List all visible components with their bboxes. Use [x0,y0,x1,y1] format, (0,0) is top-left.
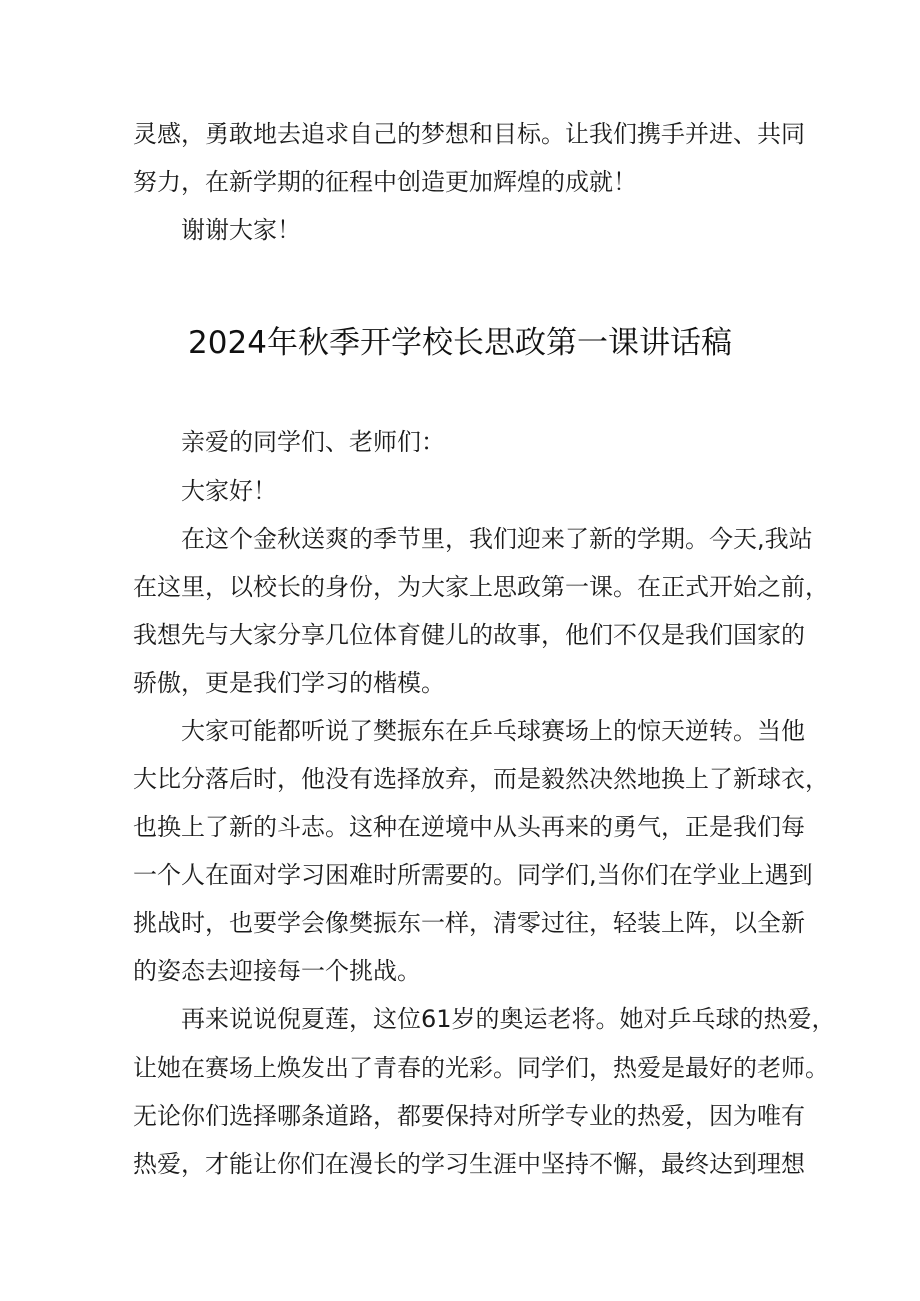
paragraph-line: 也换上了新的斗志。这种在逆境中从头再来的勇气，正是我们每 [133,813,805,841]
paragraph-line: 大比分落后时，他没有选择放弃，而是毅然决然地换上了新球衣， [133,765,829,793]
paragraph-line: 热爱，才能让你们在漫长的学习生涯中坚持不懈，最终达到理想 [133,1150,805,1178]
paragraph-line: 我想先与大家分享几位体育健儿的故事，他们不仅是我们国家的 [133,621,805,649]
paragraph-line: 大家可能都听说了樊振东在乒乓球赛场上的惊天逆转。当他 [181,717,805,745]
paragraph-line: 挑战时，也要学会像樊振东一样，清零过往，轻装上阵，以全新 [133,909,805,937]
paragraph-line: 的姿态去迎接每一个挑战。 [133,957,421,985]
paragraph-line: 灵感，勇敢地去追求自己的梦想和目标。让我们携手并进、共同 [133,120,805,148]
closing-thanks: 谢谢大家！ [181,216,301,244]
paragraph-line: 无论你们选择哪条道路，都要保持对所学专业的热爱，因为唯有 [133,1102,805,1130]
document-title: 2024年秋季开学校长思政第一课讲话稿 [188,325,732,361]
paragraph-line: 努力，在新学期的征程中创造更加辉煌的成就！ [133,168,637,196]
salutation: 亲爱的同学们、老师们： [181,428,445,456]
paragraph-line: 让她在赛场上焕发出了青春的光彩。同学们，热爱是最好的老师。 [133,1054,829,1082]
paragraph-line: 再来说说倪夏莲，这位61岁的奥运老将。她对乒乓球的热爱， [181,1005,836,1033]
paragraph-line: 骄傲，更是我们学习的楷模。 [133,669,445,697]
paragraph-line: 在这个金秋送爽的季节里，我们迎来了新的学期。今天,我站 [181,525,813,553]
paragraph-line: 一个人在面对学习困难时所需要的。同学们,当你们在学业上遇到 [133,861,813,889]
greeting: 大家好！ [181,477,277,505]
paragraph-line: 在这里，以校长的身份，为大家上思政第一课。在正式开始之前， [133,573,829,601]
